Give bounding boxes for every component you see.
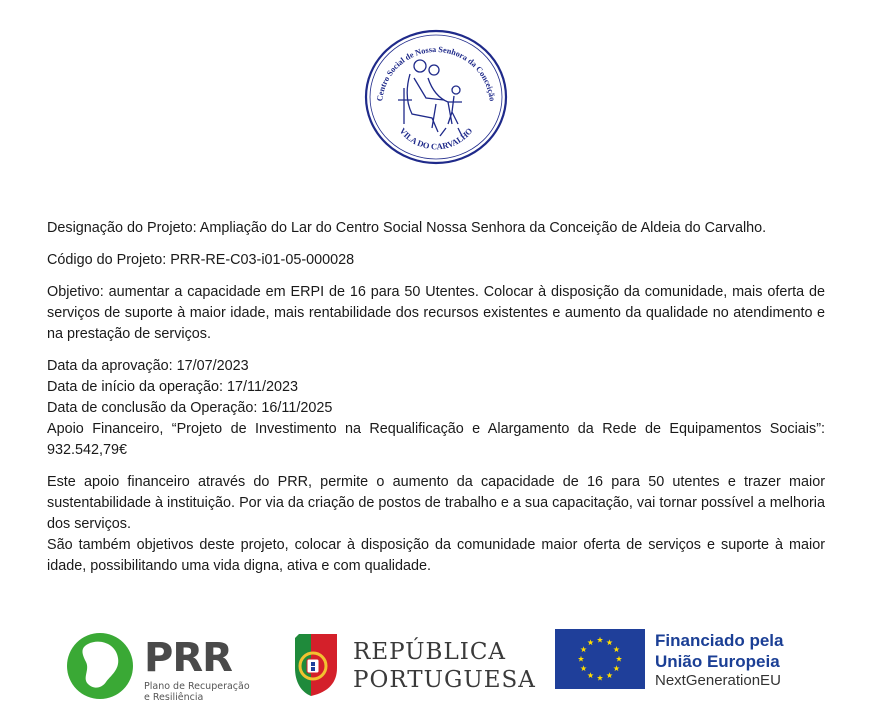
eu-line-2: União Europeia [655,652,780,671]
prr-subtitle [144,681,250,703]
republica-line-2: PORTUGUESA [353,667,536,693]
prr-emblem-icon [66,630,136,702]
end-date: Data de conclusão da Operação: 16/11/2025 [47,400,333,416]
project-description [47,218,825,577]
prr-logo [66,630,272,702]
financial-support: Apoio Financeiro, “Projeto de Investimento na Requalificação e Alargamento da Rede de Equipamentos Sociais”: 932.542,79€ [47,421,825,458]
seal-figures-icon [398,60,462,136]
start-date: Data de início da operação: 17/11/2023 [47,379,298,395]
prr-title: PRR [144,635,232,681]
approval-date: Data da aprovação: 17/07/2023 [47,358,249,374]
prr-subtitle-line-1: Plano de Recuperação [144,681,250,692]
paragraph-benefits: Este apoio financeiro através do PRR, permite o aumento da capacidade de 16 para 50 utentes e trazer maior sustentabilidade à instituição. Por via da criação de postos de trabalho e a sua capacitação, vai tornar possível a melhoria dos serviços. [47,474,825,532]
project-objective: Objetivo: aumentar a capacidade em ERPI de 16 para 50 Utentes. Colocar à disposição da comunidade, mais oferta de serviços de suporte à maior idade, mais rentabilidade dos recursos existentes e aumento da qualidade no atendimento e na prestação de serviços. [47,284,825,342]
seal-graphic [362,28,510,166]
eu-line-1: Financiado pela [655,631,784,650]
portugal-emblem-icon [293,632,343,698]
funding-logos [0,620,880,710]
eu-funding-logo [555,627,805,693]
prr-subtitle-line-2: e Resiliência [144,692,204,703]
project-code: Código do Projeto: PRR-RE-C03-i01-05-000028 [47,252,355,268]
republica-portuguesa-logo [293,632,536,698]
eu-flag-icon [555,629,645,689]
project-designation: Designação do Projeto: Ampliação do Lar do Centro Social Nossa Senhora da Conceição de Aldeia do Carvalho. [47,220,767,236]
institution-seal [362,28,510,166]
seal-bottom-text: VILA DO CARVALHO [397,126,475,152]
seal-arc-text: Centro Social de Nossa Senhora da Conceição [375,44,497,102]
paragraph-objectives: São também objetivos deste projeto, colocar à disposição da comunidade maior oferta de serviços e suporte à maior idade, possibilitando uma vida digna, ativa e com qualidade. [47,537,825,574]
eu-line-3: NextGenerationEU [655,672,781,689]
republica-line-1: REPÚBLICA [353,639,507,665]
